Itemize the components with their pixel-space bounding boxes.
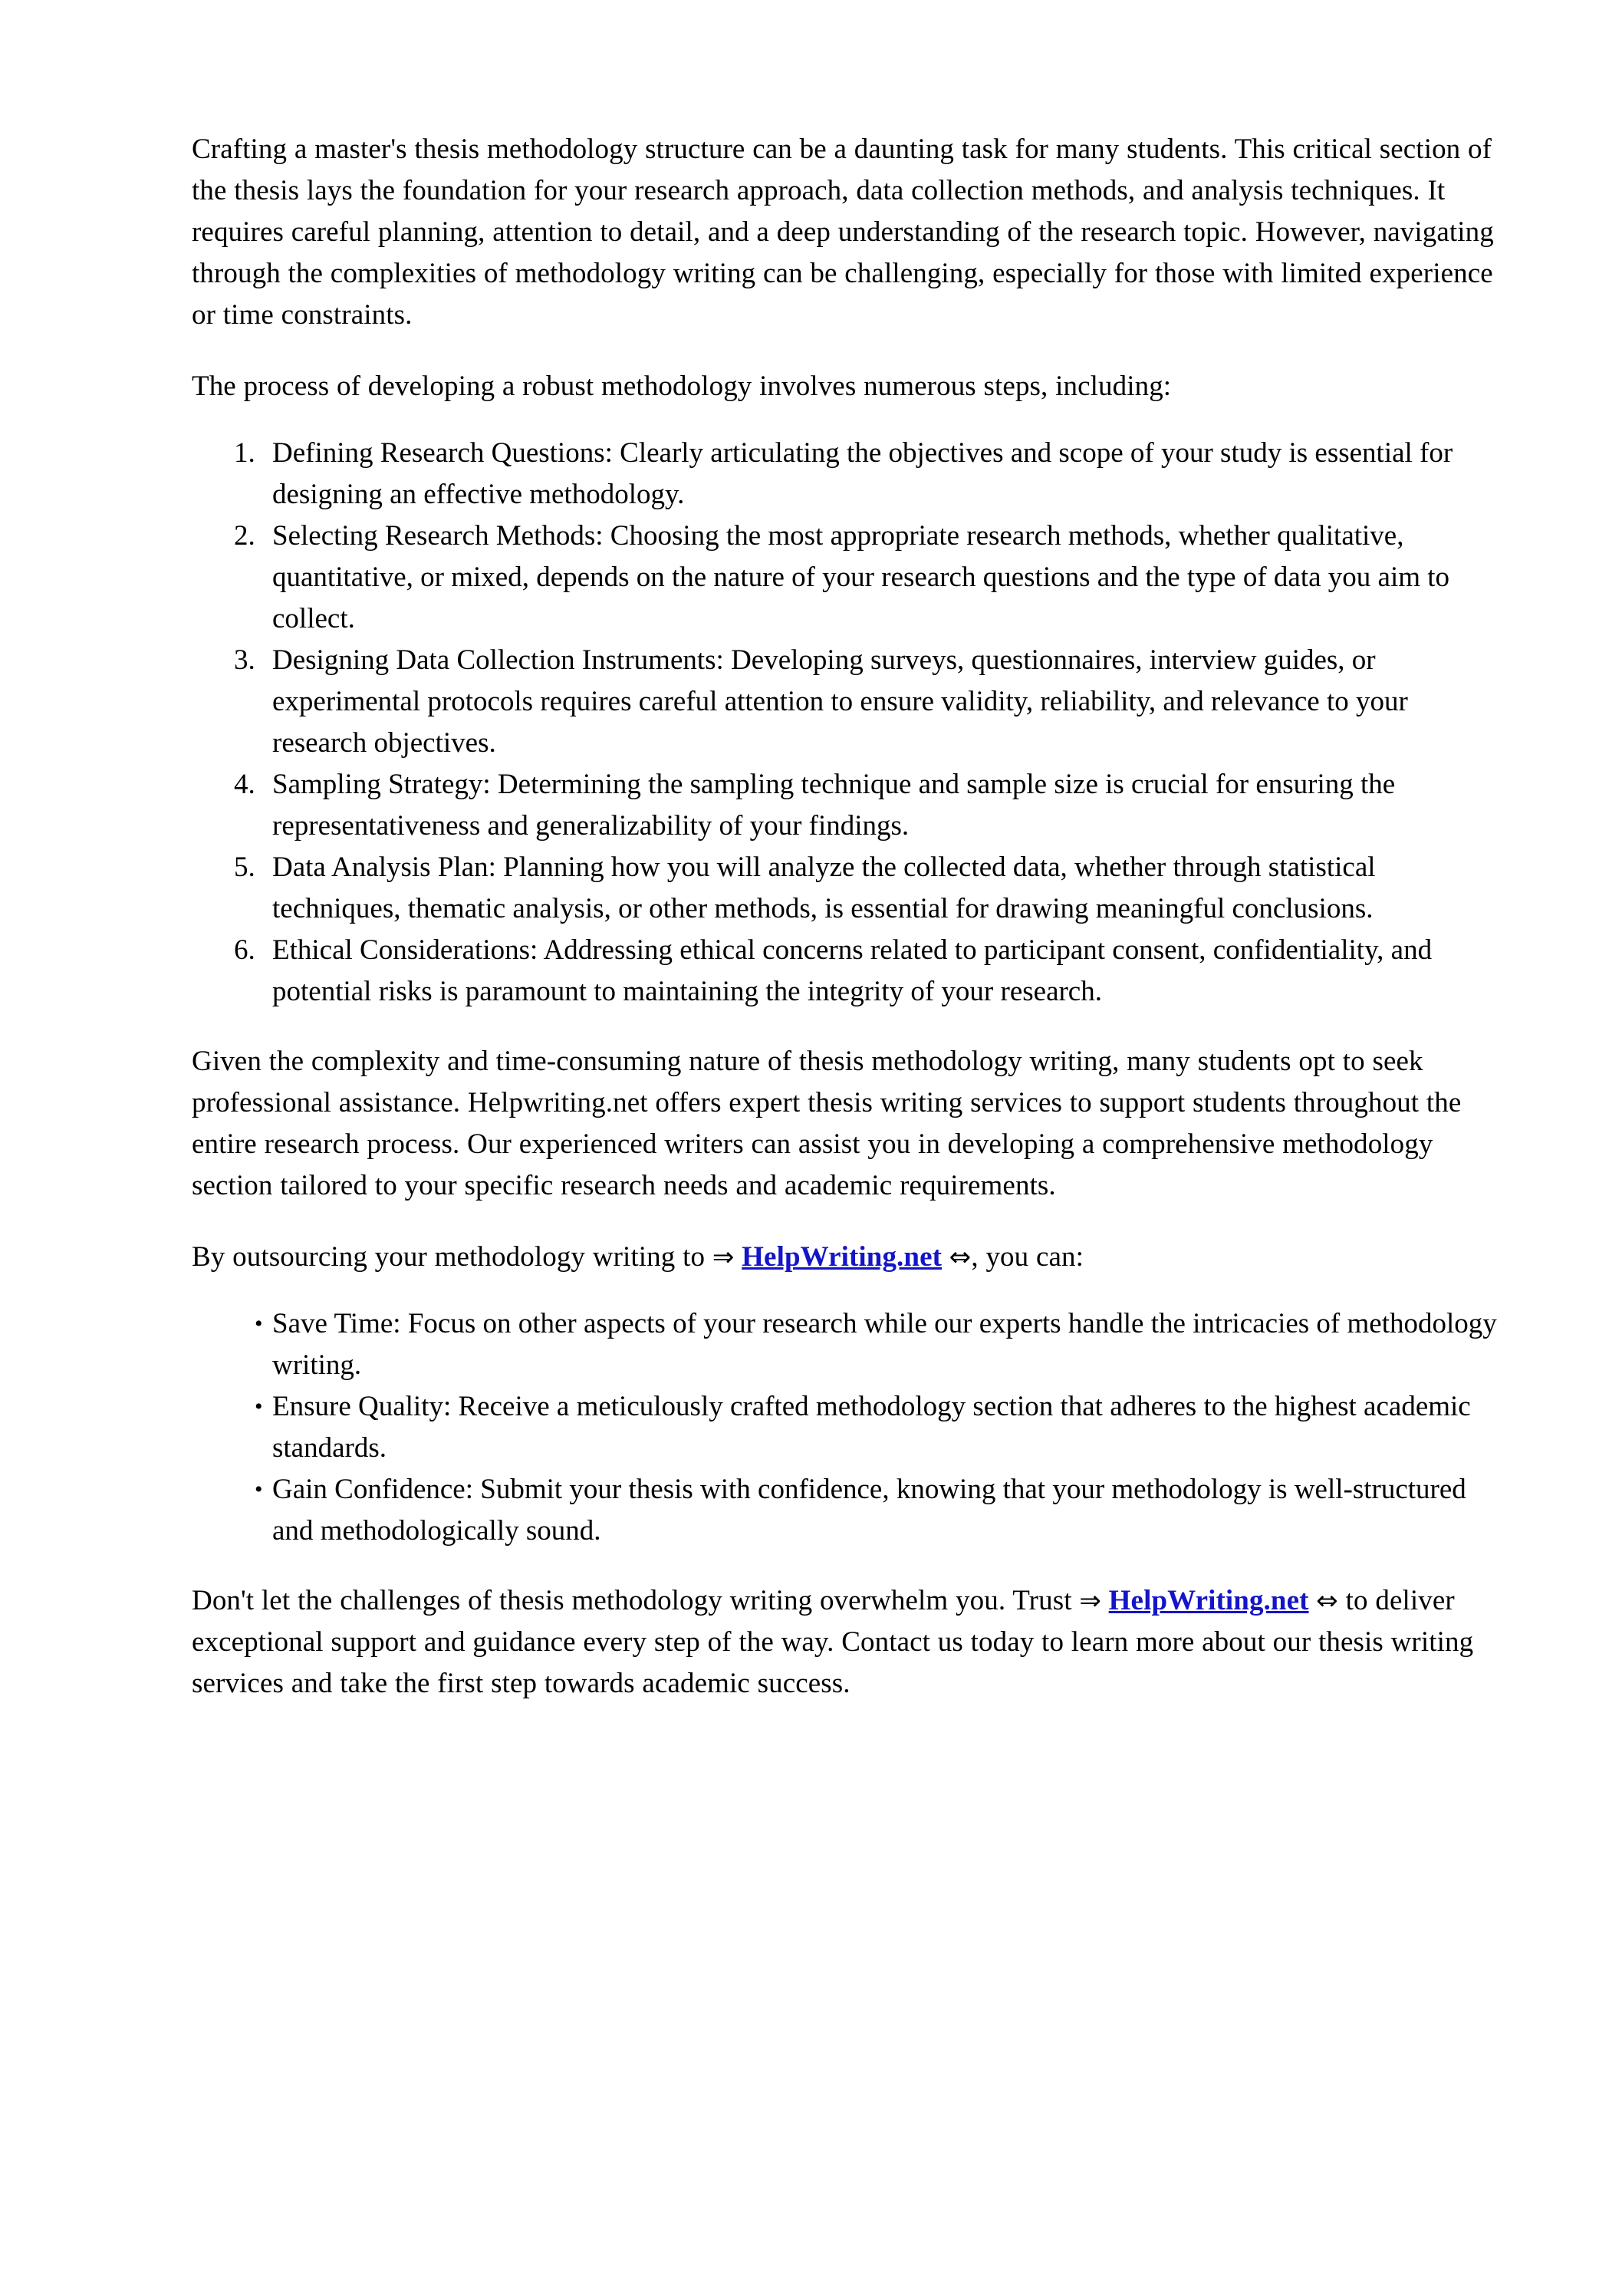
outsourcing-text-before: By outsourcing your methodology writing to	[192, 1241, 712, 1273]
list-spacer-top	[192, 1278, 1507, 1303]
list-item	[192, 847, 1507, 930]
list-item-text: Gain Confidence: Submit your thesis with confidence, knowing that your methodology is well-structured and methodologically sound.	[272, 1474, 1466, 1547]
benefits-list	[192, 1303, 1507, 1552]
list-item	[192, 1469, 1507, 1552]
list-item	[192, 1303, 1507, 1386]
list-spacer-bottom	[192, 1013, 1507, 1041]
list-item-text: Ethical Considerations: Addressing ethical concerns related to participant consent, confidentiality, and potential risks is paramount to maintaining the integrity of your research.	[272, 934, 1433, 1007]
outsourcing-text-after: , you can:	[971, 1241, 1084, 1273]
closing-paragraph	[192, 1580, 1507, 1705]
list-item-text: Save Time: Focus on other aspects of your research while our experts handle the intricacies of methodology writing.	[272, 1308, 1497, 1381]
list-item	[192, 1386, 1507, 1469]
list-item-text: Ensure Quality: Receive a meticulously crafted methodology section that adheres to the highest academic standards.	[272, 1391, 1471, 1464]
intro-paragraph: Crafting a master's thesis methodology structure can be a daunting task for many students. This critical section of the thesis lays the foundation for your research approach, data collection methods, and analysis techniques. It requires careful planning, attention to detail, and a deep understanding of the research topic. However, navigating through the complexities of methodology writing can be challenging, especially for those with limited experience or time constraints.	[192, 133, 1494, 331]
double-right-arrow-icon: ⇒	[712, 1242, 735, 1273]
double-right-arrow-icon: ⇒	[1079, 1586, 1101, 1616]
list-item	[192, 433, 1507, 516]
services-paragraph: Given the complexity and time-consuming nature of thesis methodology writing, many students opt to seek professional assistance. Helpwriting.net offers expert thesis writing services to support students throughout the entire research process. Our experienced writers can assist you in developing a comprehensive methodology section tailored to your specific research needs and academic requirements.	[192, 1046, 1462, 1201]
left-right-double-arrow-icon: ⇔	[949, 1242, 972, 1273]
list-item-text: Defining Research Questions: Clearly articulating the objectives and scope of your study is essential for designing an effective methodology.	[272, 437, 1453, 510]
paragraph-spacer	[192, 336, 1507, 366]
list-item-text: Designing Data Collection Instruments: Developing surveys, questionnaires, interview guides, or experimental protocols requires careful attention to ensure validity, reliability, and relevance to your research objectives.	[272, 644, 1408, 759]
list-item-text: Selecting Research Methods: Choosing the most appropriate research methods, whether qualitative, quantitative, or mixed, depends on the nature of your research questions and the type of data you aim to collect.	[272, 520, 1450, 634]
helpwriting-link[interactable]: HelpWriting.net	[1108, 1585, 1309, 1616]
list-item	[192, 640, 1507, 764]
left-right-double-arrow-icon: ⇔	[1316, 1586, 1338, 1616]
document-content	[192, 129, 1507, 1705]
closing-text-after: to deliver exceptional support and guidance every step of the way. Contact us today to learn more about our thesis writing services and take the first step towards academic success.	[192, 1585, 1474, 1699]
outsourcing-paragraph	[192, 1237, 1507, 1278]
paragraph-spacer	[192, 1207, 1507, 1237]
list-spacer-top	[192, 407, 1507, 433]
list-item-text: Data Analysis Plan: Planning how you will analyze the collected data, whether through statistical techniques, thematic analysis, or other methods, is essential for drawing meaningful conclusions.	[272, 852, 1376, 924]
list-item-text: Sampling Strategy: Determining the sampling technique and sample size is crucial for ensuring the representativeness and generalizability of your findings.	[272, 769, 1396, 842]
list-item	[192, 516, 1507, 640]
list-spacer-bottom	[192, 1552, 1507, 1580]
list-item	[192, 930, 1507, 1013]
list-item	[192, 764, 1507, 847]
steps-lead-in-paragraph: The process of developing a robust methodology involves numerous steps, including:	[192, 371, 1172, 402]
closing-text-before: Don't let the challenges of thesis methodology writing overwhelm you. Trust	[192, 1585, 1080, 1616]
helpwriting-link[interactable]: HelpWriting.net	[742, 1241, 943, 1273]
methodology-steps-list	[192, 433, 1507, 1013]
